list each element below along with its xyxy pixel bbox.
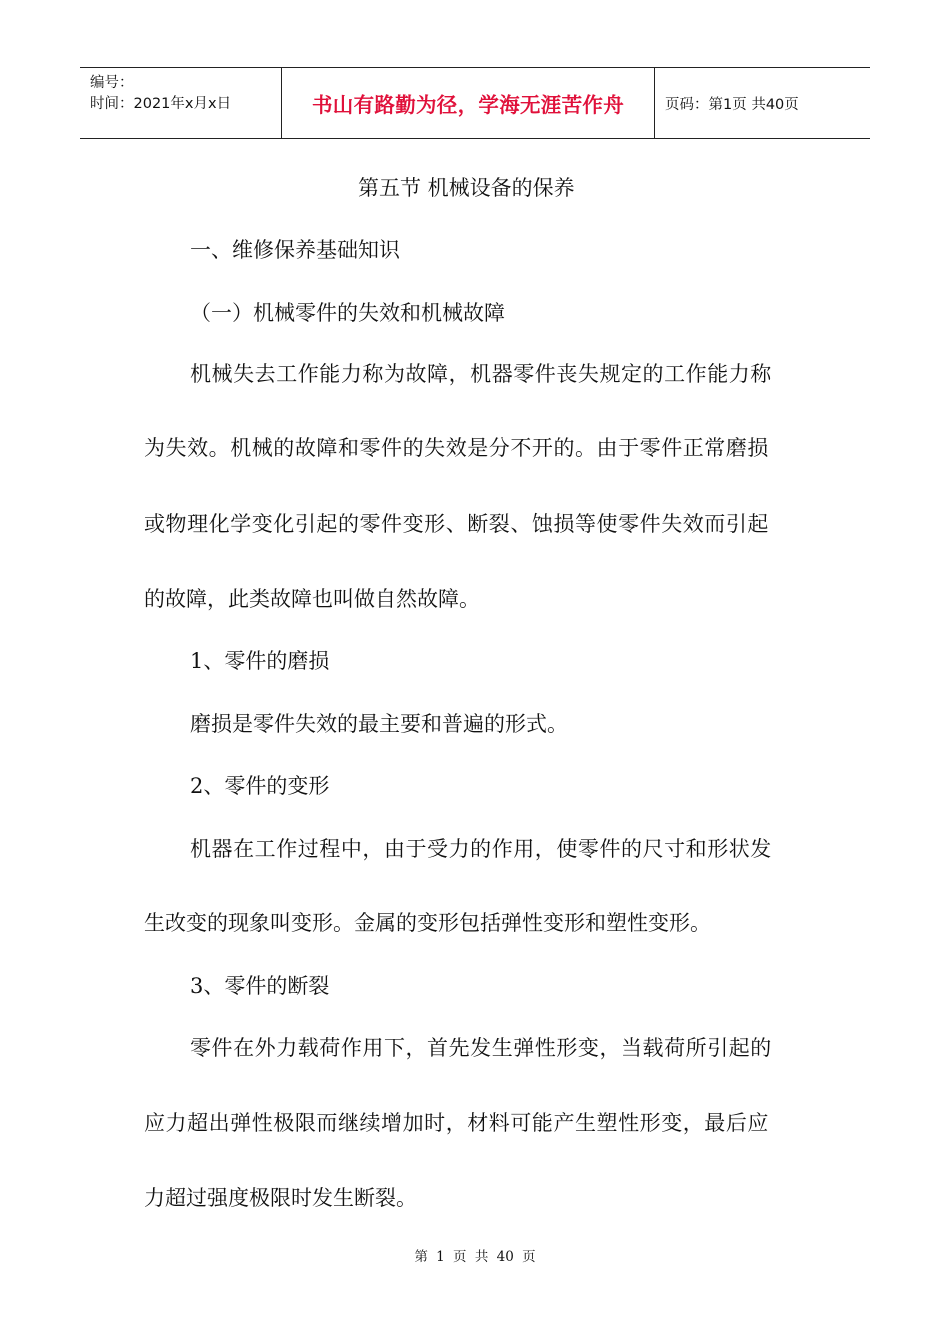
paragraph-line: 力超过强度极限时发生断裂。 [144, 1186, 417, 1210]
doc-time-label: 时间：2021年x月x日 [90, 96, 232, 112]
subheading: 3、零件的断裂 [190, 974, 330, 998]
paragraph-line: 为失效。机械的故障和零件的失效是分不开的。由于零件正常磨损 [144, 436, 769, 460]
paragraph-line: 零件在外力载荷作用下，首先发生弹性形变，当载荷所引起的 [190, 1036, 772, 1060]
header-motto: 书山有路勤为径，学海无涯苦作舟 [312, 93, 624, 117]
subheading: 1、零件的磨损 [190, 649, 330, 673]
paragraph-line: 的故障，此类故障也叫做自然故障。 [144, 587, 480, 611]
header-motto-cell [282, 68, 655, 138]
doc-number-label: 编号： [90, 75, 134, 91]
paragraph-line: 生改变的现象叫变形。金属的变形包括弹性变形和塑性变形。 [144, 911, 711, 935]
page-header [80, 67, 870, 139]
heading-2: （一）机械零件的失效和机械故障 [190, 301, 505, 325]
paragraph-line: 应力超出弹性极限而继续增加时，材料可能产生塑性形变，最后应 [144, 1111, 769, 1135]
heading-1: 一、维修保养基础知识 [190, 238, 400, 262]
paragraph-line: 机器在工作过程中，由于受力的作用，使零件的尺寸和形状发 [190, 837, 772, 861]
paragraph-line: 机械失去工作能力称为故障，机器零件丧失规定的工作能力称 [190, 362, 772, 386]
subheading: 2、零件的变形 [190, 774, 330, 798]
header-page-info: 页码：第1页 共40页 [665, 96, 799, 113]
page-footer: 第 1 页 共 40 页 [414, 1249, 536, 1265]
paragraph-line: 或物理化学变化引起的零件变形、断裂、蚀损等使零件失效而引起 [144, 512, 769, 536]
paragraph-line: 磨损是零件失效的最主要和普遍的形式。 [190, 712, 568, 736]
header-meta [80, 68, 282, 138]
section-title: 第五节 机械设备的保养 [358, 176, 575, 200]
